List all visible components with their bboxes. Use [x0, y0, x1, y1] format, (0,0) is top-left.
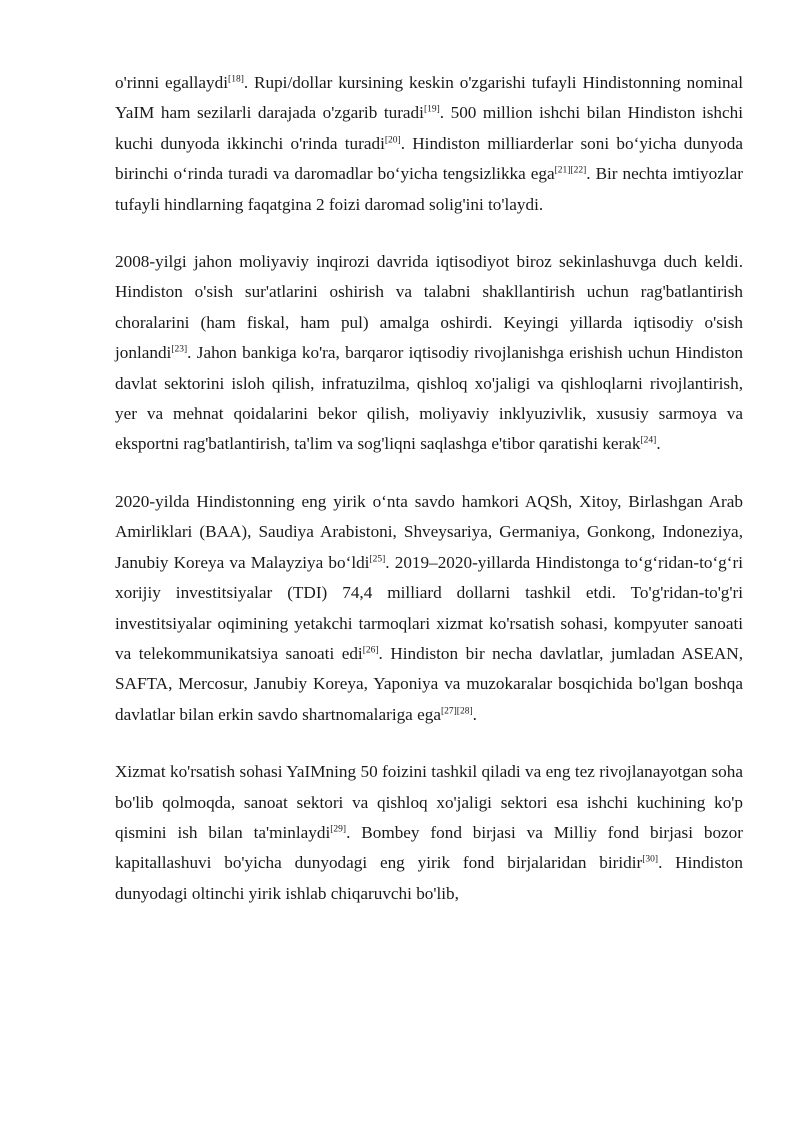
text-run: . Hindiston bir necha davlatlar, jumladan ASEAN, SAFTA, Mercosur, Janubiy Koreya, Yaponiya va muzokaralar bosqichida bo'lgan boshqa davlatlar bilan erkin savdo shartnomalariga ega	[115, 643, 743, 724]
citation-ref-26[interactable]: [26]	[362, 645, 379, 656]
citation-ref-24[interactable]: [24]	[640, 435, 657, 446]
citation-ref-20[interactable]: [20]	[384, 135, 401, 146]
text-run: . 2019–2020-yillarda Hindistonga toʻgʻridan-toʻgʻri xorijiy investitsiyalar (TDI) 74,4 milliard dollarni tashkil etdi. To'g'ridan-to'g'ri investitsiyalar oqimining yetakchi tarmoqlari xizmat ko'rsatish sohasi, kompyuter sanoati va telekommunikatsiya sanoati edi	[115, 552, 743, 663]
citation-ref-29[interactable]: [29]	[330, 824, 347, 835]
paragraph-gdp-labor	[115, 68, 743, 220]
text-run: .	[656, 434, 661, 454]
text-run: o'rinni egallaydi	[115, 73, 229, 92]
citation-ref-23[interactable]: [23]	[171, 344, 188, 355]
citation-ref-19[interactable]: [19]	[423, 104, 440, 115]
text-run: . Bombey fond birjasi va Milliy fond birjasi bozor kapitallashuvi bo'yicha dunyodagi eng yirik fond birjalaridan biridir	[115, 822, 743, 873]
citation-ref-25[interactable]: [25]	[369, 553, 386, 564]
text-run: . Bir nechta imtiyozlar tufayli hindlarning faqatgina 2 foizi daromad solig'ini to'laydi.	[115, 164, 743, 214]
text-run: .	[472, 704, 477, 724]
paragraph-financial-crisis	[115, 247, 743, 460]
text-run: . Hindiston dunyodagi oltinchi yirik ishlab chiqaruvchi bo'lib,	[115, 853, 743, 903]
text-run: 2020-yilda Hindistonning eng yirik oʻnta savdo hamkori AQSh, Xitoy, Birlashgan Arab Amirliklari (BAA), Saudiya Arabistoni, Shveysariya, Germaniya, Gonkong, Indoneziya, Janubiy Koreya va Malayziya boʻldi	[115, 491, 743, 572]
text-run: . Hindiston milliarderlar soni boʻyicha dunyoda birinchi oʻrinda turadi va daromadlar boʻyicha tengsizlikka ega	[115, 133, 743, 184]
citation-ref-21-22[interactable]: [21][22]	[554, 165, 587, 176]
text-run: 2008-yilgi jahon moliyaviy inqirozi davrida iqtisodiyot biroz sekinlashuvga duch keldi. Hindiston o'sish sur'atlarini oshirish va talabni shakllantirish uchun rag'batlantirish choralarini (ham fiskal, ham pul) amalga oshirdi. Keyingi yillarda iqtisodiy o'sish jonlandi	[115, 252, 743, 363]
text-run: . Rupi/dollar kursining keskin o'zgarishi tufayli Hindistonning nominal YaIM ham sezilarli darajada o'zgarib turadi	[115, 73, 744, 123]
paragraph-trade-partners	[115, 487, 743, 730]
paragraph-services-sector	[115, 757, 743, 909]
text-run: . Jahon bankiga ko'ra, barqaror iqtisodiy rivojlanishga erishish uchun Hindiston davlat sektorini isloh qilish, infratuzilma, qishloq xo'jaligi va qishloqlarni rivojlantirish, yer va mehnat qoidalarini bekor qilish, moliyaviy inklyuzivlik, xususiy sarmoya va eksportni rag'batlantirish, ta'lim va sog'liqni saqlashga e'tibor qaratishi kerak	[115, 343, 743, 454]
citation-ref-30[interactable]: [30]	[642, 854, 659, 865]
citation-ref-27-28[interactable]: [27][28]	[440, 705, 473, 716]
text-run: Xizmat ko'rsatish sohasi YaIMning 50 foizini tashkil qiladi va eng tez rivojlanayotgan soha bo'lib qolmoqda, sanoat sektori va qishloq xo'jaligi sektori esa ishchi kuchining ko'p qismini ish bilan ta'minlaydi	[115, 762, 743, 842]
citation-ref-18[interactable]: [18]	[228, 74, 244, 85]
text-run: . 500 million ishchi bilan Hindiston ishchi kuchi dunyoda ikkinchi o'rinda turadi	[115, 103, 744, 153]
